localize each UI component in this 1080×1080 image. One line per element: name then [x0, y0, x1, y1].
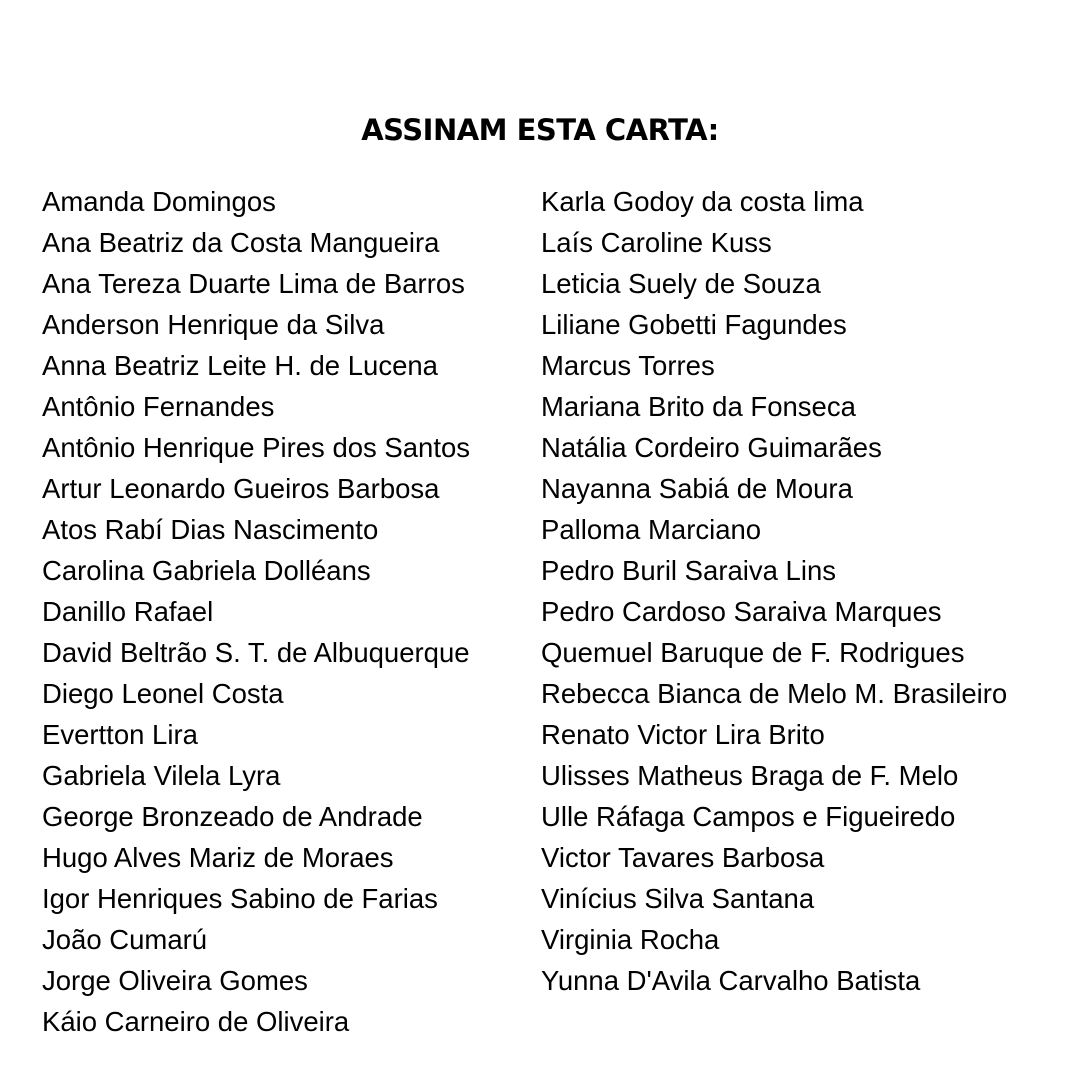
signatory-name: Atos Rabí Dias Nascimento: [42, 514, 379, 545]
signatory-name: Quemuel Baruque de F. Rodrigues: [541, 637, 965, 668]
signatory-name: Artur Leonardo Gueiros Barbosa: [42, 473, 440, 504]
signatory-name: Igor Henriques Sabino de Farias: [42, 883, 438, 914]
signatory-name: Rebecca Bianca de Melo M. Brasileiro: [541, 678, 1008, 709]
signatory-name: Liliane Gobetti Fagundes: [541, 309, 847, 340]
signatory-name: Nayanna Sabiá de Moura: [541, 473, 853, 504]
signatories-left-column: [42, 181, 522, 1042]
signatory-name: Evertton Lira: [42, 719, 198, 750]
signatory-name: Danillo Rafael: [42, 596, 214, 627]
signatory-name: Ana Tereza Duarte Lima de Barros: [42, 268, 465, 299]
signatory-name: Carolina Gabriela Dolléans: [42, 555, 371, 586]
signatory-name: Leticia Suely de Souza: [541, 268, 821, 299]
signatory-name: Amanda Domingos: [42, 186, 276, 217]
signatory-name: Karla Godoy da costa lima: [541, 186, 864, 217]
signatory-name: Jorge Oliveira Gomes: [42, 965, 308, 996]
signatory-name: Renato Victor Lira Brito: [541, 719, 825, 750]
signatory-name: Mariana Brito da Fonseca: [541, 391, 856, 422]
signatory-name: Antônio Henrique Pires dos Santos: [42, 432, 471, 463]
signatory-name: Ana Beatriz da Costa Mangueira: [42, 227, 440, 258]
page-title: ASSINAM ESTA CARTA:: [361, 113, 719, 147]
signatory-name: David Beltrão S. T. de Albuquerque: [42, 637, 470, 668]
signatories-right-column: [541, 181, 1061, 1001]
signatory-name: Virginia Rocha: [541, 924, 720, 955]
signatory-name: Victor Tavares Barbosa: [541, 842, 825, 873]
signatory-name: Palloma Marciano: [541, 514, 762, 545]
signatory-name: Natália Cordeiro Guimarães: [541, 432, 882, 463]
signatory-name: Anderson Henrique da Silva: [42, 309, 385, 340]
signatory-name: Gabriela Vilela Lyra: [42, 760, 281, 791]
signatory-name: Pedro Buril Saraiva Lins: [541, 555, 837, 586]
signatory-name: George Bronzeado de Andrade: [42, 801, 423, 832]
signatory-name: Diego Leonel Costa: [42, 678, 284, 709]
signatory-name: Hugo Alves Mariz de Moraes: [42, 842, 394, 873]
signatory-name: Ulisses Matheus Braga de F. Melo: [541, 760, 959, 791]
signatory-name: Laís Caroline Kuss: [541, 227, 772, 258]
signatory-name: Pedro Cardoso Saraiva Marques: [541, 596, 942, 627]
signatory-name: Káio Carneiro de Oliveira: [42, 1006, 350, 1037]
signatory-name: Antônio Fernandes: [42, 391, 275, 422]
signatory-name: Yunna D'Avila Carvalho Batista: [541, 965, 921, 996]
signatory-name: Vinícius Silva Santana: [541, 883, 815, 914]
signatory-name: Ulle Ráfaga Campos e Figueiredo: [541, 801, 956, 832]
signatory-name: Marcus Torres: [541, 350, 715, 381]
signatory-name: João Cumarú: [42, 924, 208, 955]
signatory-name: Anna Beatriz Leite H. de Lucena: [42, 350, 438, 381]
